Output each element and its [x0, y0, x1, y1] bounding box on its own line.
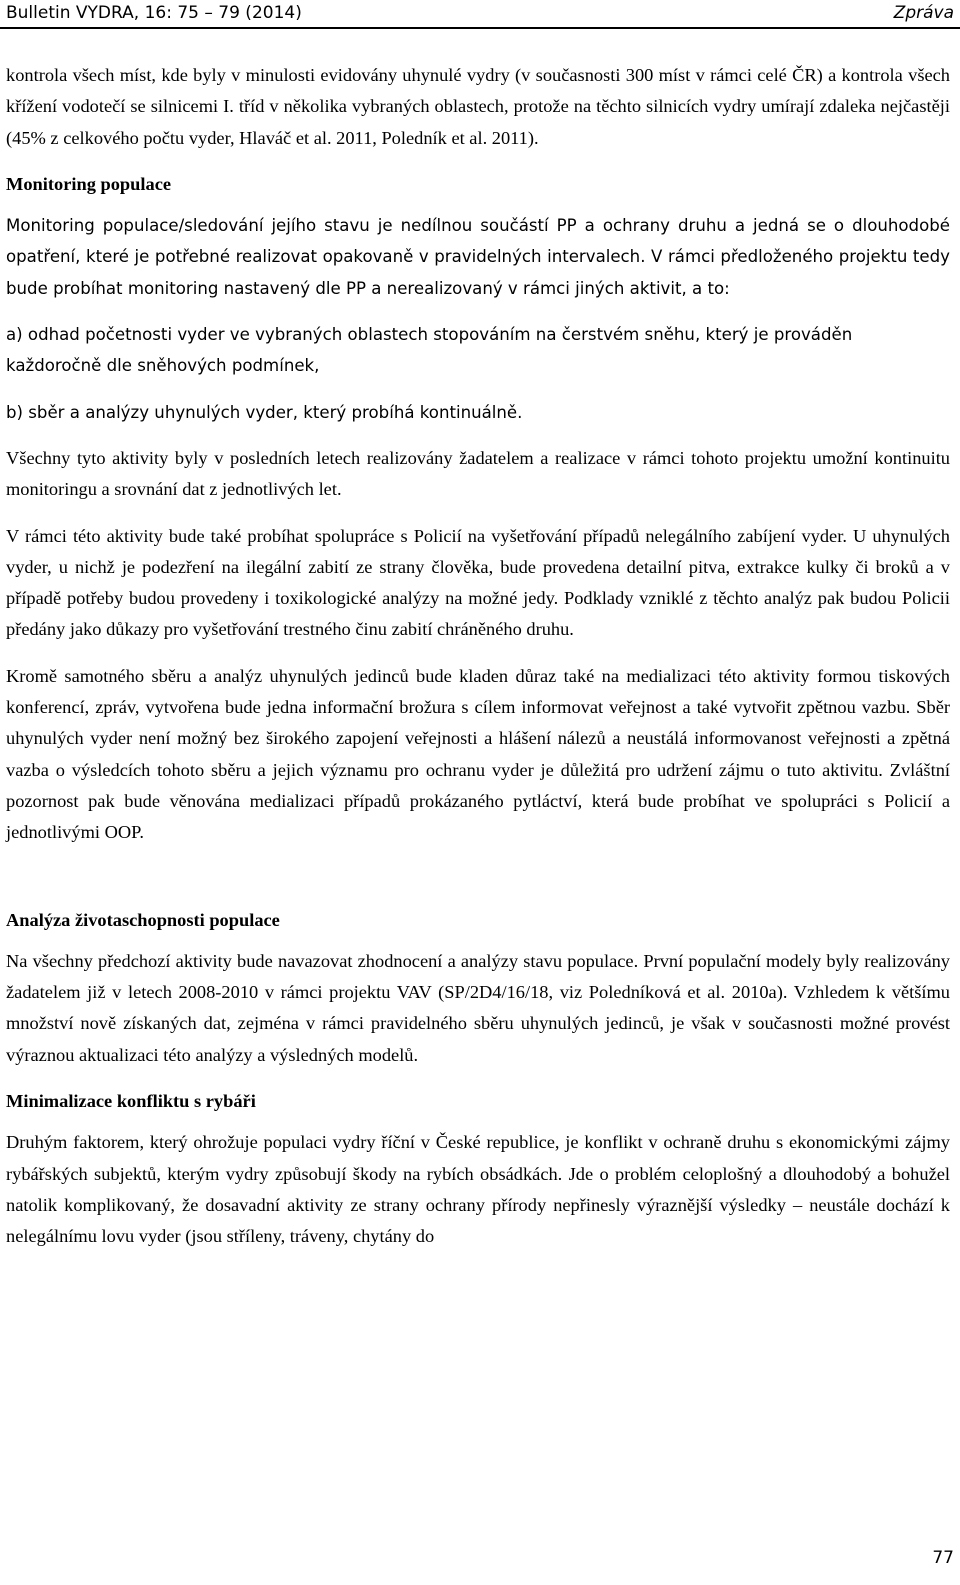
page-number: 77: [932, 1548, 954, 1568]
header-rule: [0, 27, 960, 29]
section-spacer: [6, 864, 950, 905]
journal-citation: Bulletin VYDRA, 16: 75 – 79 (2014): [6, 3, 302, 23]
monitoring-paragraph-4: Kromě samotného sběru a analýz uhynulých jedinců bude kladen důraz také na medializaci této aktivity formou tiskových konferencí, zpráv, vytvořena bude jedna informační brožura s cílem informovat veřejnost a také vytvořit zpětnou vazbu. Sběr uhynulých vyder není možný bez širokého zapojení veřejnosti a hlášení nálezů a neustálá informovanost veřejnosti a zpětná vazba o výsledcích tohoto sběru a jejich významu pro ochranu vyder je důležitá pro udržení zájmu o tuto aktivitu. Zvláštní pozornost pak bude věnována medializaci případů prokázaného pytláctví, která bude probíhat ve spolupráci s Policií a jednotlivými OOP.: [6, 665, 950, 843]
intro-paragraph: kontrola všech míst, kde byly v minulosti evidovány uhynulé vydry (v současnosti 300 míst v rámci celé ČR) a kontrola všech křížení vodotečí se silnicemi I. tříd v několika vybraných oblastech, protože na těchto silnicích vydry umírají zdaleka nejčastěji (45% z celkového počtu vyder, Hlaváč et al. 2011, Poledník et al. 2011).: [6, 65, 950, 148]
page-header: [0, 0, 960, 27]
monitoring-paragraph-3: V rámci této aktivity bude také probíhat spolupráce s Policií na vyšetřování případů nelegálního zabíjení vyder. U uhynulých vyder, u nichž je podezření na ilegální zabití ze strany člověka, bude provedena detailní pitva, extrakce kulky či broků a v případě potřeby budou provedeny i toxikologické analýzy na možné jedy. Podklady vzniklé z těchto analýz pak budou Policii předány jako důkazy pro vyšetřování trestného činu zabití chráněného druhu.: [6, 525, 950, 640]
monitoring-item-b: b) sběr a analýzy uhynulých vyder, který probíhá kontinuálně.: [6, 402, 523, 422]
conflict-paragraph: Druhým faktorem, který ohrožuje populaci vydry říční v České republice, je konflikt v ochraně druhu s ekonomickými zájmy rybářských subjektů, kterým vydry způsobují škody na rybích obsádkách. Jde o problém celoplošný a dlouhodobý a bohužel natolik komplikovaný, že dosavadní aktivity ze strany ochrany přírody nepřinesly výraznější výsledky – neustále dochází k nelegálnímu lovu vyder (jsou stříleny, tráveny, chytány do: [6, 1132, 950, 1247]
heading-conflict: Minimalizace konfliktu s rybáři: [6, 1091, 256, 1112]
monitoring-paragraph-1: Monitoring populace/sledování jejího stavu je nedílnou součástí PP a ochrany druhu a jedná se o dlouhodobé opatření, které je potřebné realizovat opakovaně v pravidelných intervalech. V rámci předloženého projektu tedy bude probíhat monitoring nastavený dle PP a nerealizovaný v rámci jiných aktivit, a to:: [6, 216, 950, 298]
monitoring-paragraph-2: Všechny tyto aktivity byly v posledních letech realizovány žadatelem a realizace v rámci tohoto projektu umožní kontinuitu monitoringu a srovnání dat z jednotlivých let.: [6, 447, 950, 500]
article-body: [6, 60, 950, 1268]
section-label: Zpráva: [893, 3, 954, 23]
monitoring-item-a: a) odhad početnosti vyder ve vybraných oblastech stopováním na čerstvém sněhu, který je prováděn každoročně dle sněhových podmínek,: [6, 325, 853, 376]
heading-analysis: Analýza životaschopnosti populace: [6, 909, 280, 930]
analysis-paragraph: Na všechny předchozí aktivity bude navazovat zhodnocení a analýzy stavu populace. První populační modely byly realizovány žadatelem již v letech 2008-2010 v rámci projektu VAV (SP/2D4/16/18, viz Poledníková et al. 2010a). Vzhledem k většímu množství nově získaných dat, zejména v rámci pravidelného sběru uhynulých jedinců, je však v současnosti možné provést výraznou aktualizaci této analýzy a výsledných modelů.: [6, 950, 950, 1065]
heading-monitoring: Monitoring populace: [6, 173, 172, 194]
